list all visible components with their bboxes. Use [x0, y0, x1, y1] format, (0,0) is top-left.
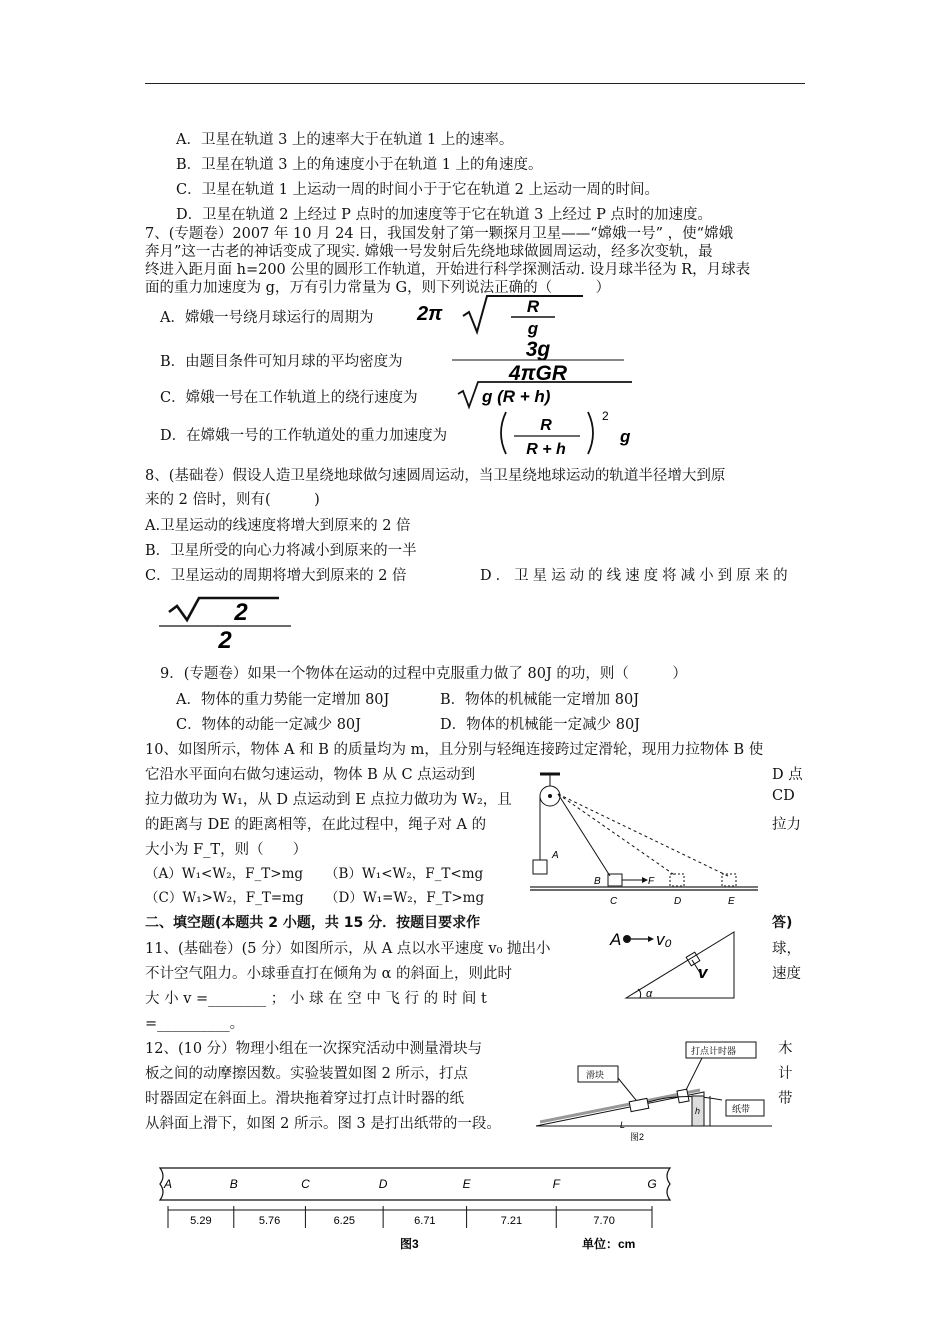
- q10-stem-line5: 大小为 F_T，则（ ）: [145, 842, 308, 858]
- q7-option-c: C．嫦娥一号在工作轨道上的绕行速度为: [160, 390, 418, 406]
- q7-stem-line2: 奔月”这一古老的神话变成了现实. 嫦娥一号发射后先绕地球做圆周运动，经多次变轨，最: [145, 244, 713, 260]
- fig11-label-alpha: α: [646, 988, 653, 1000]
- section-2-heading-end: 答): [772, 915, 793, 931]
- q11-stem-line1: 11、(基础卷）(5 分）如图所示，从 A 点以水平速度 v₀ 抛出小: [145, 941, 551, 957]
- q8-frac-num: 2: [234, 599, 248, 626]
- fig3-segment-1: 5.29: [190, 1215, 212, 1227]
- formula-b-num: 3g: [525, 338, 551, 361]
- fig2-caption: 图2: [630, 1132, 645, 1142]
- q10-stem-line2: 它沿水平面向右做匀速运动，物体 B 从 C 点运动到: [145, 767, 476, 783]
- header-rule: [145, 83, 805, 84]
- fig3-point-e: E: [462, 1177, 471, 1191]
- q9-option-c: C．物体的动能一定减少 80J: [176, 717, 361, 733]
- q6-option-a: A．卫星在轨道 3 上的速率大于在轨道 1 上的速率。: [176, 132, 514, 148]
- formula-b-den: 4πGR: [508, 362, 568, 382]
- q12-stem-line2-end: 计: [778, 1066, 793, 1082]
- q9-option-d: D．物体的机械能一定减少 80J: [440, 717, 640, 733]
- formula-c-body: g (R + h): [482, 387, 551, 406]
- fig10-label-d: D: [674, 896, 682, 907]
- q8-option-c: C．卫星运动的周期将增大到原来的 2 倍: [145, 568, 407, 584]
- q9-option-b: B．物体的机械能一定增加 80J: [440, 692, 640, 708]
- q10-stem-line3: 拉力做功为 W₁，从 D 点运动到 E 点拉力做功为 W₂，且: [145, 792, 512, 808]
- formula-d-exp: 2: [602, 409, 609, 423]
- q8-fraction-sqrt2-over-2: [155, 594, 295, 650]
- q12-stem-line3-end: 带: [778, 1091, 793, 1107]
- q8-frac-den: 2: [218, 627, 232, 650]
- formula-a-den: g: [527, 319, 539, 338]
- fig3-caption: 图3: [400, 1237, 419, 1251]
- q7-formula-a: [415, 292, 585, 338]
- q10-option-d: （D）W₁=W₂，F_T>mg: [325, 890, 485, 906]
- q8-option-b: B．卫星所受的向心力将减小到原来的一半: [145, 543, 417, 559]
- fig3-point-d: D: [378, 1177, 388, 1191]
- q7-formula-d: [494, 406, 654, 460]
- fig3-point-g: G: [647, 1177, 657, 1191]
- formula-a-prefix: 2π: [417, 303, 443, 325]
- q7-option-a: A．嫦娥一号绕月球运行的周期为: [160, 310, 374, 326]
- fig2-label-h: h: [695, 1106, 701, 1116]
- fig3-segment-6: 7.70: [593, 1215, 615, 1227]
- q6-option-d: D．卫星在轨道 2 上经过 P 点时的加速度等于它在轨道 3 上经过 P 点时的加速度。: [176, 207, 712, 223]
- formula-d-g: g: [620, 427, 631, 446]
- q8-option-d: D．卫星运动的线速度将减小到原来的: [480, 568, 792, 584]
- q10-stem-line3-end: CD: [772, 788, 795, 804]
- fig2-label-block: 滑块: [586, 1070, 605, 1080]
- q10-stem-line4-end: 拉力: [772, 817, 801, 833]
- q12-stem-line3: 时器固定在斜面上。滑块拖着穿过打点计时器的纸: [145, 1091, 464, 1107]
- q11-stem-line2: 不计空气阻力。小球垂直打在倾角为 α 的斜面上，则此时: [145, 966, 513, 982]
- fig3-point-b: B: [229, 1177, 238, 1191]
- q10-pulley-figure: [530, 770, 760, 910]
- q6-option-b: B．卫星在轨道 3 上的角速度小于在轨道 1 上的角速度。: [176, 157, 543, 173]
- fig3-segment-5: 7.21: [500, 1215, 523, 1227]
- fig10-label-b: B: [594, 876, 601, 887]
- q11-stem-line2-end: 速度: [772, 966, 801, 982]
- fig10-label-a: A: [552, 850, 559, 861]
- fig3-point-c: C: [301, 1177, 310, 1191]
- fig11-label-v: v: [698, 963, 708, 982]
- fig11-label-a: A: [610, 930, 622, 949]
- q10-option-a: （A）W₁<W₂，F_T>mg: [145, 866, 304, 882]
- q9-option-a: A．物体的重力势能一定增加 80J: [176, 692, 390, 708]
- fig3-point-f: F: [552, 1177, 560, 1191]
- q11-incline-figure: [606, 926, 756, 1002]
- q8-stem-line2: 来的 2 倍时，则有( ): [145, 492, 320, 508]
- q11-stem-line1-end: 球，: [772, 941, 801, 957]
- q8-stem-line1: 8、(基础卷）假设人造卫星绕地球做匀速圆周运动，当卫星绕地球运动的轨道半径增大到原: [145, 468, 726, 484]
- fig3-paper-tape: [150, 1162, 680, 1262]
- q9-stem: 9．(专题卷）如果一个物体在运动的过程中克服重力做了 80J 的功，则（ ）: [160, 666, 687, 682]
- q12-stem-line2: 板之间的动摩擦因数。实验装置如图 2 所示，打点: [145, 1066, 468, 1082]
- formula-d-den: R + h: [526, 441, 566, 458]
- q10-option-c: （C）W₁>W₂，F_T=mg: [145, 890, 304, 906]
- q7-stem-line3: 终进入距月面 h=200 公里的圆形工作轨道，开始进行科学探测活动. 设月球半径为 R，月球表: [145, 262, 751, 278]
- fig10-label-f: F: [648, 876, 655, 887]
- q12-stem-line4: 从斜面上滑下，如图 2 所示。图 3 是打出纸带的一段。: [145, 1116, 501, 1132]
- q11-stem-line4: =__________。: [145, 1016, 245, 1032]
- q6-option-c: C．卫星在轨道 1 上运动一周的时间小于于它在轨道 2 上运动一周的时间。: [176, 182, 659, 198]
- q10-stem-line2-end: D 点: [772, 767, 803, 783]
- fig2-label-timer: 打点计时器: [691, 1046, 737, 1056]
- fig2-label-tape: 纸带: [732, 1104, 751, 1114]
- q7-option-b: B．由题目条件可知月球的平均密度为: [160, 354, 403, 370]
- fig3-segment-3: 6.25: [333, 1215, 355, 1227]
- fig2-label-l: L: [620, 1120, 626, 1130]
- formula-d-num: R: [540, 417, 552, 434]
- q10-stem-line1: 10、如图所示，物体 A 和 B 的质量均为 m，且分别与轻绳连接跨过定滑轮，现用力拉物体 B 使: [145, 742, 764, 758]
- fig3-unit: 单位：cm: [582, 1237, 636, 1251]
- fig3-segment-2: 5.76: [258, 1215, 281, 1227]
- formula-a-num: R: [526, 297, 540, 316]
- q11-stem-line3: 大 小 v =________ ； 小 球 在 空 中 飞 行 的 时 间 t: [145, 991, 487, 1007]
- fig3-point-a: A: [163, 1177, 173, 1191]
- q7-stem-line1: 7、(专题卷）2007 年 10 月 24 日，我国发射了第一颗探月卫星——“嫦娥一号” ，使“嫦娥: [145, 226, 734, 242]
- q12-stem-line1: 12、(10 分）物理小组在一次探究活动中测量滑块与: [145, 1041, 483, 1057]
- q12-stem-line1-end: 木: [778, 1041, 793, 1057]
- q7-formula-b: [448, 334, 628, 382]
- fig3-segment-4: 6.71: [414, 1215, 436, 1227]
- q8-option-a: A.卫星运动的线速度将增大到原来的 2 倍: [145, 518, 411, 534]
- fig10-label-e: E: [728, 896, 735, 907]
- q12-fig2-apparatus: [532, 1040, 778, 1144]
- fig10-label-c: C: [610, 896, 618, 907]
- q7-stem-line4: 面的重力加速度为 g，万有引力常量为 G，则下列说法正确的（ ）: [145, 280, 611, 296]
- q7-option-d: D．在嫦娥一号的工作轨道处的重力加速度为: [160, 428, 448, 444]
- section-2-heading: 二、填空题(本题共 2 小题，共 15 分．按题目要求作: [145, 915, 481, 931]
- q10-option-b: （B）W₁<W₂，F_T<mg: [325, 866, 484, 882]
- q10-stem-line4: 的距离与 DE 的距离相等，在此过程中，绳子对 A 的: [145, 817, 487, 833]
- fig11-label-v0: v₀: [656, 930, 672, 949]
